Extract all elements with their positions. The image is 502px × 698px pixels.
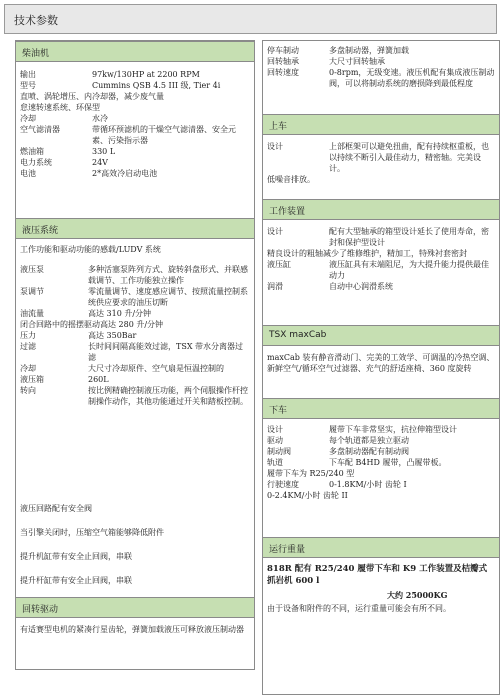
spec-label: 泵调节: [20, 287, 44, 296]
spec-label: 液压缸: [267, 260, 291, 269]
spec-value: 水冷: [92, 114, 108, 123]
spec-value: 0-8rpm，无级变速。液压机配有集成液压制动阀，可以将制动系统的磨损降到最低程度: [329, 68, 495, 88]
section-header-swing: [16, 597, 254, 618]
spec-label: 冷却: [20, 114, 36, 123]
spec-label: 液压箱: [20, 375, 44, 384]
spec-value: 330 L: [92, 147, 116, 156]
spec-label: 冷却: [20, 364, 36, 373]
spec-value: 97kw/130HP at 2200 RPM: [92, 70, 200, 79]
spec-value: 多盘制动器配有制动阀: [329, 447, 409, 456]
section-header-upper: [263, 114, 499, 135]
spec-label: 驱动: [267, 436, 283, 445]
weight-value: 大约 25000KG: [387, 590, 448, 600]
page-header: [4, 4, 497, 34]
spec-value: 自动中心润滑系统: [329, 282, 393, 291]
spec-label: 行驶速度: [267, 480, 299, 489]
spec-label: 回转速度: [267, 68, 299, 77]
section-title: 运行重量: [269, 545, 306, 555]
section-title: TSX maxCab: [269, 330, 327, 340]
spec-label: 电池: [20, 169, 36, 178]
spec-label: 制动阀: [267, 447, 291, 456]
spec-label: 停车制动: [267, 46, 299, 55]
section-title: 工作装置: [269, 207, 306, 217]
section-title: 下车: [269, 406, 288, 416]
left-column: [15, 40, 255, 670]
spec-value: 24V: [92, 158, 108, 167]
spec-value: 履带下车非常坚实，抗拉伸箱型设计: [329, 425, 457, 434]
weight-description: 818R 配有 R25/240 履带下车和 K9 工作装置及桔瓣式抓岩机 600 l: [267, 564, 488, 586]
spec-label: 油流量: [20, 309, 44, 318]
hydraulic-note: 液压回路配有安全阀: [20, 504, 92, 513]
spec-label: 电力系统: [20, 158, 52, 167]
spec-value: 带循环预滤机的干燥空气滤清器、安全元素、污染指示器: [92, 125, 236, 145]
spec-label: 空气滤清器: [20, 125, 60, 134]
spec-label: 设计: [267, 142, 283, 151]
spec-value: 下车配 B4HD 履带，凸履带板。: [329, 458, 447, 467]
section-title: 柴油机: [22, 49, 50, 59]
spec-value: 履带下车为 R25/240 型: [267, 469, 355, 478]
spec-value: 液压缸具有末端阻尼，为大提升能力提供最佳动力: [329, 260, 489, 280]
spec-value: 0-1.8KM/小时 齿轮 I: [329, 480, 407, 489]
spec-value: 大尺寸回转轴承: [329, 57, 385, 66]
section-title: 回转驱动: [22, 605, 59, 615]
weight-note: 由于设备和附件的不同，运行重量可能会有所不同。: [267, 604, 451, 613]
spec-value: 上部框架可以避免扭曲，配有持续枢重板，也以持续不断引入最佳动力，精密轴。完美设计。: [329, 142, 489, 173]
section-title: 上车: [269, 122, 288, 132]
spec-value: 每个轨道都是独立驱动: [329, 436, 409, 445]
spec-value: 多盘制动器，弹簧加载: [329, 46, 409, 55]
spec-value: 0-2.4KM/小时 齿轮 II: [267, 491, 348, 500]
spec-label: 过滤: [20, 342, 36, 351]
section-header-hydraulic: [16, 218, 254, 239]
spec-value: 按比例精确控制液压功能，两个伺服操作杆控制操作动作，其他功能通过开关和踏板控制。: [88, 386, 248, 406]
spec-label: 润滑: [267, 282, 283, 291]
spec-label: 型号: [20, 81, 36, 90]
spec-label: 输出: [20, 70, 36, 79]
spec-value: 高达 350Bar: [88, 331, 137, 340]
section-header-weight: [263, 537, 499, 558]
spec-value: 精良设计的粗轴减少了维修维护，精加工，特殊衬套密封: [267, 249, 467, 258]
spec-value: 低噪音排放。: [267, 175, 315, 184]
spec-value: 260L: [88, 375, 109, 384]
spec-value: 2*高效冷启动电池: [92, 169, 158, 178]
hydraulic-note: 当引擎关闭时，压缩空气箱能够降低附件: [20, 528, 164, 537]
spec-value: 闭合回路中的摇摆驱动高达 280 升/分钟: [20, 320, 164, 329]
hydraulic-note: 提升机缸带有安全止回阀，串联: [20, 552, 132, 561]
swing-text: 有适赛型电机的紧凑行星齿轮，弹簧加载液压可释放液压制动器: [20, 625, 244, 634]
spec-label: 设计: [267, 227, 283, 236]
spec-value: 零流量调节、速度感应调节、按照流量控制系统供应要求的油压切断: [88, 287, 248, 307]
section-title: 液压系统: [22, 226, 59, 236]
section-header-under: [263, 398, 499, 419]
page-title: 技术参数: [14, 14, 58, 27]
spec-value: 直喷、涡轮增压、内冷却器，减少废气量: [20, 92, 164, 101]
spec-label: 回转轴承: [267, 57, 299, 66]
spec-value: 配有大型轴承的箱型设计延长了使用寿命，密封和保护型设计: [329, 227, 489, 247]
spec-value: 长时间间隔高能效过滤，TSX 带水分离器过滤: [88, 342, 244, 362]
spec-label: 压力: [20, 331, 36, 340]
spec-label: 液压泵: [20, 265, 44, 274]
spec-value: 高达 310 升/分钟: [88, 309, 152, 318]
spec-value: 大尺寸冷却原件、空气扇是恒温控制的: [88, 364, 224, 373]
spec-value: 怠速转速系统、环保型: [20, 103, 100, 112]
spec-value: Cummins QSB 4.5 III 级, Tier 4i: [92, 81, 221, 90]
spec-label: 轨道: [267, 458, 283, 467]
hydraulic-intro: 工作功能和驱动功能的感载/LUDV 系统: [20, 245, 161, 254]
cab-text: maxCab 装有静音滑动门、完美的工效学、可调温的冷热空调、新鲜空气/循环空气过滤器、充气的舒适座椅、360 度旋转: [267, 353, 495, 373]
section-header-diesel: [16, 41, 254, 62]
section-header-work: [263, 199, 499, 220]
right-column: [262, 40, 500, 695]
section-header-cab: [263, 325, 499, 346]
spec-label: 转向: [20, 386, 36, 395]
spec-label: 燃油箱: [20, 147, 44, 156]
spec-label: 设计: [267, 425, 283, 434]
spec-value: 多种活塞泵阵列方式、旋转斜盘形式、并联感载调节、工作功能独立操作: [88, 265, 248, 285]
hydraulic-note: 提升杆缸带有安全止回阀，串联: [20, 576, 132, 585]
